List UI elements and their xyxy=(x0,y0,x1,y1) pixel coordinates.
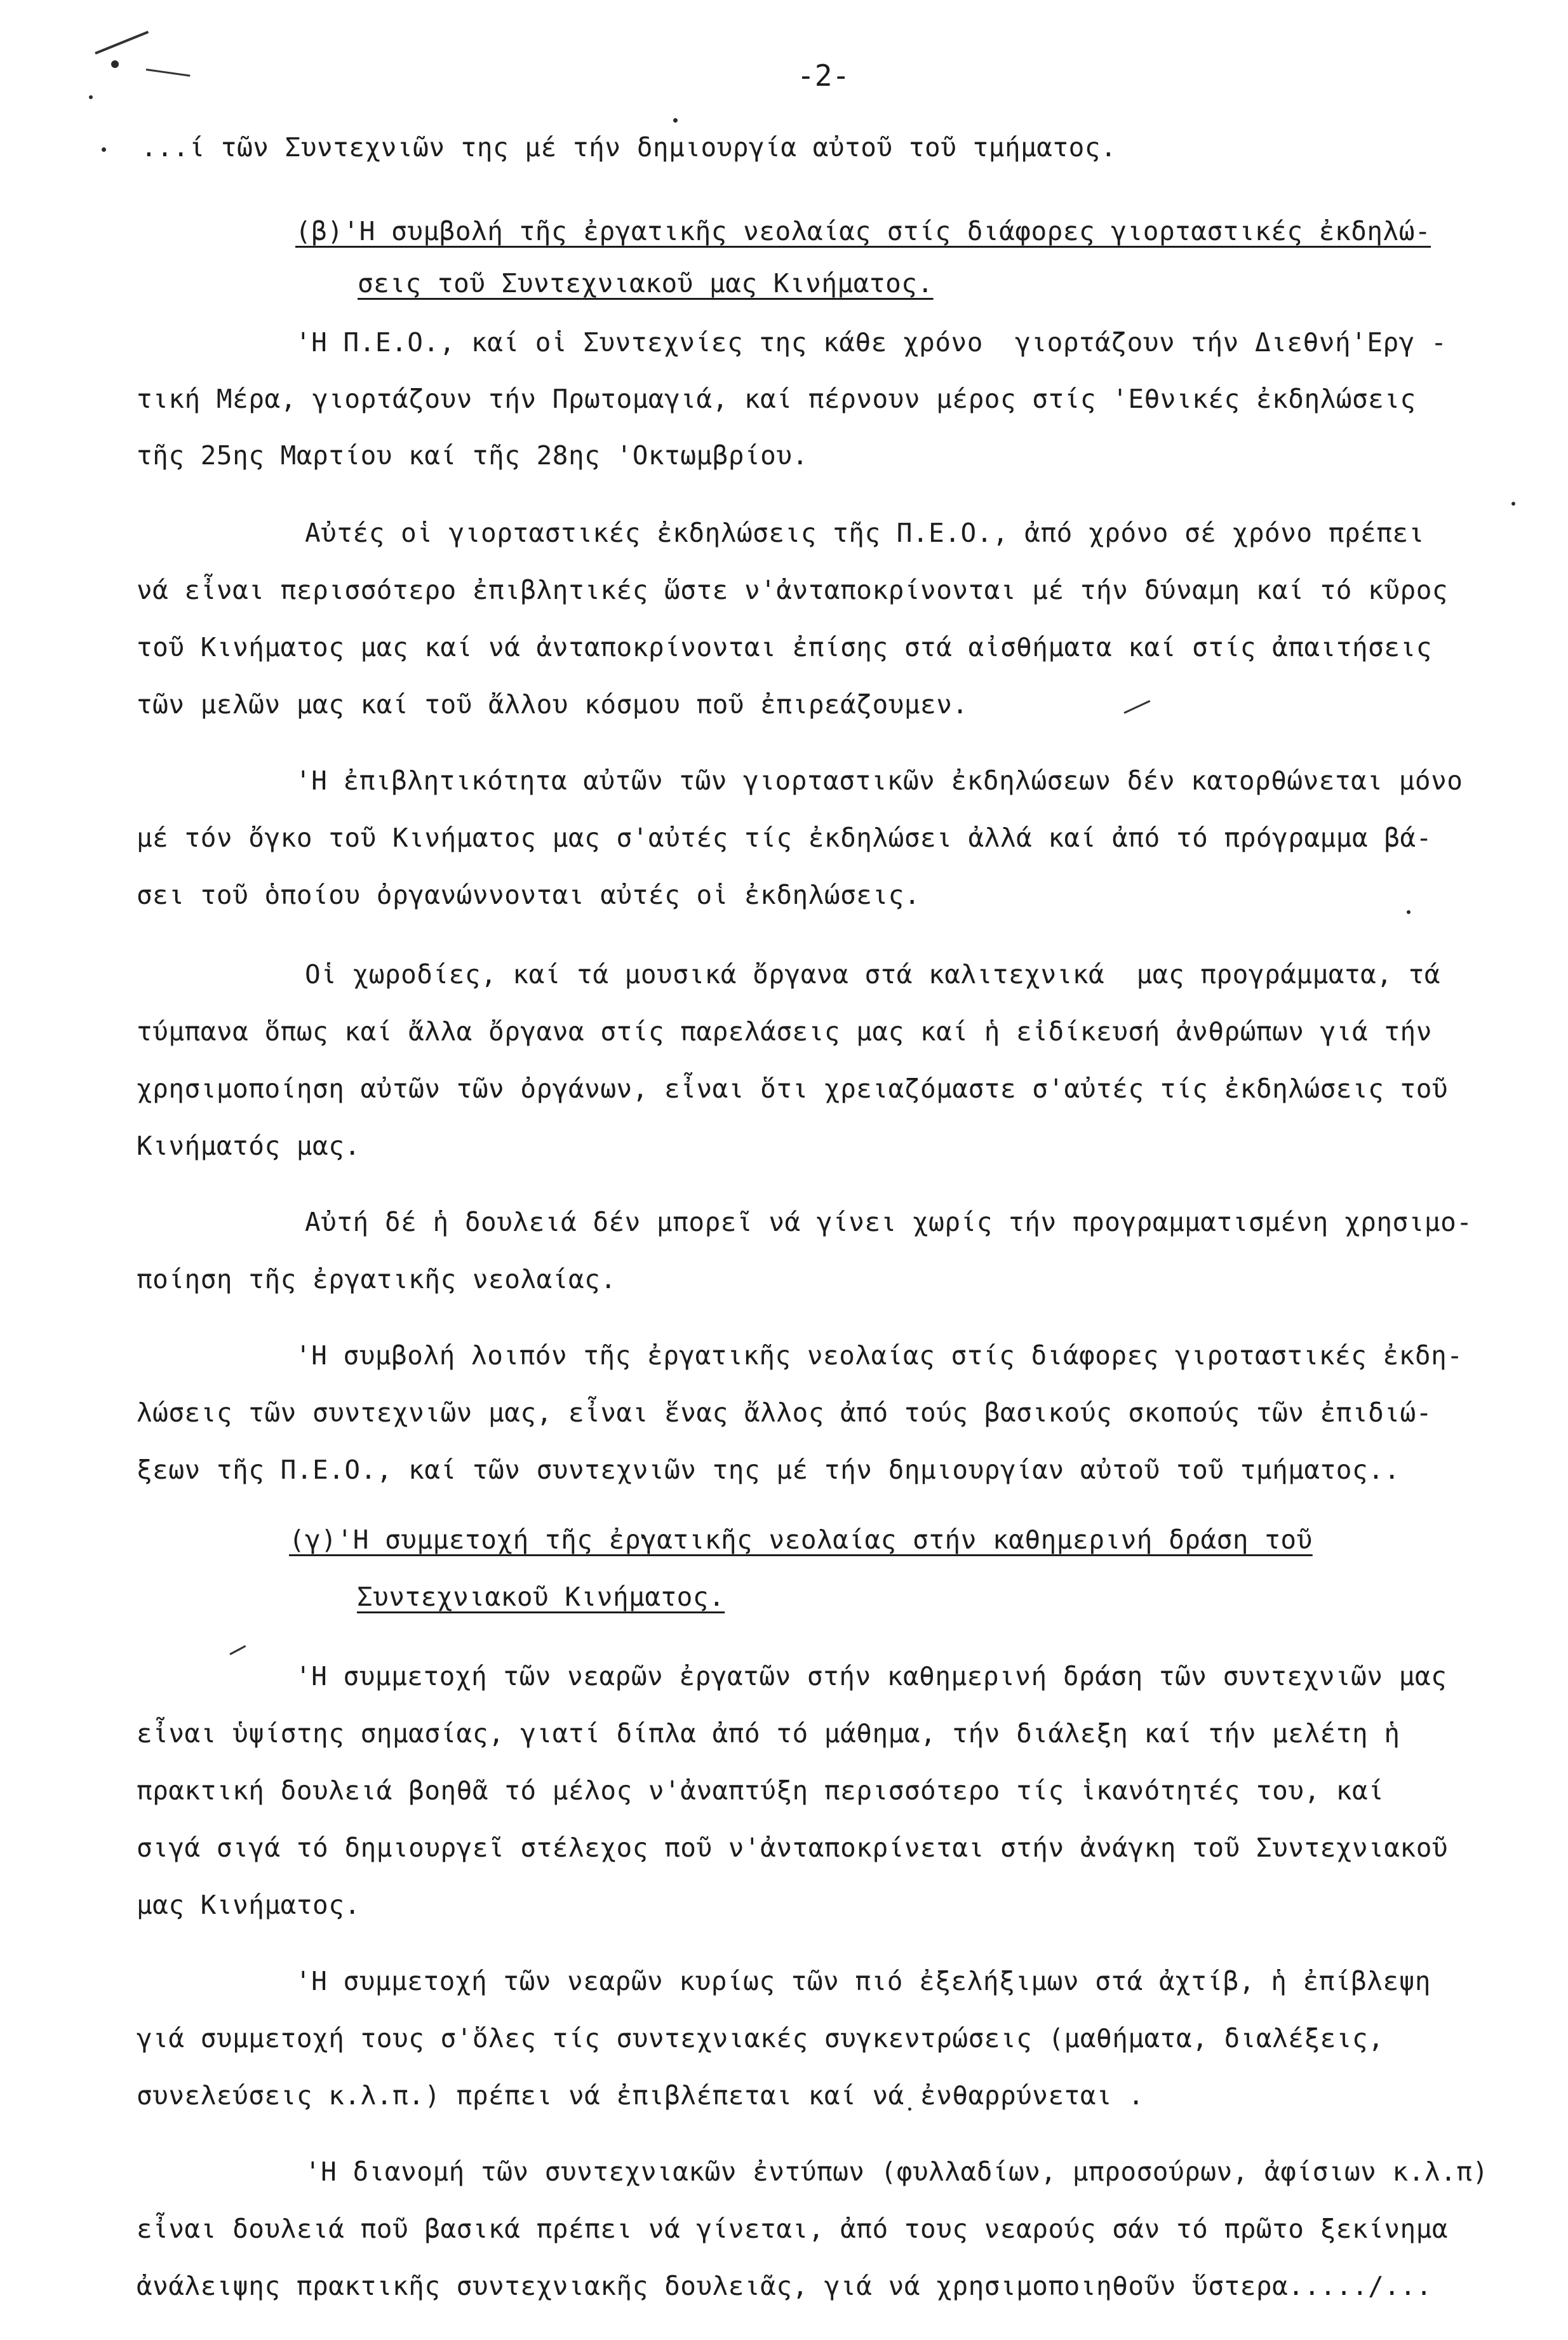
scan-mark xyxy=(146,69,191,77)
scan-speck xyxy=(89,95,93,99)
section-heading-b-cont: σεις τοῦ Συντεχνιακοῦ μας Κινήματος. xyxy=(358,268,934,299)
text-line: νά εἶναι περισσότερο ἐπιβλητικές ὥστε ν'ἀνταποκρίνονται μέ τήν δύναμη καί τό κῦρος xyxy=(137,575,1449,605)
scan-mark xyxy=(95,30,149,54)
scan-speck xyxy=(111,60,119,68)
text-line: Οἱ χωροδίες, καί τά μουσικά ὄργανα στά καλιτεχνικά μας προγράμματα, τά xyxy=(305,959,1441,990)
text-line: τῶν μελῶν μας καί τοῦ ἄλλου κόσμου ποῦ ἐπιρεάζουμεν. xyxy=(137,689,968,720)
text-line: 'Η συμβολή λοιπόν τῆς ἐργατικῆς νεολαίας στίς διάφορες γιροταστικές ἐκδη- xyxy=(295,1340,1463,1371)
text-line: ποίηση τῆς ἐργατικῆς νεολαίας. xyxy=(137,1264,617,1294)
text-line: χρησιμοποίηση αὐτῶν τῶν ὀργάνων, εἶναι ὅτι χρειαζόμαστε σ'αὐτές τίς ἐκδηλώσεις τοῦ xyxy=(137,1073,1449,1104)
text-line: τῆς 25ης Μαρτίου καί τῆς 28ης 'Οκτωμβρίου. xyxy=(137,440,808,471)
text-line: πρακτική δουλειά βοηθᾶ τό μέλος ν'ἀναπτύξη περισσότερο τίς ἱκανότητές του, καί xyxy=(137,1775,1384,1806)
text-line: ἀνάλειψης πρακτικῆς συντεχνιακῆς δουλειᾶς, γιά νά χρησιμοποιηθοῦν ὕστερα...../... xyxy=(137,2271,1432,2301)
text-line: ...ί τῶν Συντεχνιῶν της μέ τήν δημιουργία αὐτοῦ τοῦ τμήματος. xyxy=(141,132,1117,163)
text-line: εἶναι δουλειά ποῦ βασικά πρέπει νά γίνεται, ἀπό τους νεαρούς σάν τό πρῶτο ξεκίνημα xyxy=(137,2214,1449,2244)
text-line: 'Η διανομή τῶν συντεχνιακῶν ἐντύπων (φυλλαδίων, μπροσούρων, ἀφίσιων κ.λ.π) xyxy=(305,2156,1489,2187)
text-line: ξεων τῆς Π.Ε.Ο., καί τῶν συντεχνιῶν της μέ τήν δημιουργίαν αὐτοῦ τοῦ τμήματος.. xyxy=(137,1455,1400,1485)
scan-mark xyxy=(1123,700,1150,714)
text-line: εἶναι ὑψίστης σημασίας, γιατί δίπλα ἀπό τό μάθημα, τήν διάλεξη καί τήν μελέτη ἡ xyxy=(137,1718,1400,1749)
text-line: 'Η Π.Ε.Ο., καί οἱ Συντεχνίες της κάθε χρόνο γιορτάζουν τήν Διεθνή'Εργ - xyxy=(295,327,1447,358)
section-heading-g-cont: Συντεχνιακοῦ Κινήματος. xyxy=(357,1582,725,1612)
text-line: 'Η συμμετοχή τῶν νεαρῶν κυρίως τῶν πιό ἐξελήξιμων στά ἀχτίβ, ἡ ἐπίβλεψη xyxy=(295,1966,1431,1996)
text-line: τική Μέρα, γιορτάζουν τήν Πρωτομαγιά, καί πέρνουν μέρος στίς 'Εθνικές ἐκδηλώσεις xyxy=(137,384,1416,414)
text-line: τύμπανα ὅπως καί ἄλλα ὄργανα στίς παρελάσεις μας καί ἡ εἰδίκευσή ἀνθρώπων γιά τήν xyxy=(137,1016,1432,1047)
scan-speck xyxy=(1511,502,1515,506)
text-line: σει τοῦ ὁποίου ὀργανώννονται αὐτές οἱ ἐκδηλώσεις. xyxy=(137,880,921,910)
text-line: Αὐτή δέ ἡ δουλειά δέν μπορεῖ νά γίνει χωρίς τήν προγραμματισμένη χρησιμο- xyxy=(305,1207,1473,1237)
section-heading-g: (γ)'Η συμμετοχή τῆς ἐργατικῆς νεολαίας στήν καθημερινή δράση τοῦ xyxy=(289,1524,1313,1555)
scan-speck xyxy=(673,118,678,123)
scan-mark xyxy=(229,1645,246,1655)
text-line: λώσεις τῶν συντεχνιῶν μας, εἶναι ἕνας ἄλλος ἀπό τούς βασικούς σκοπούς τῶν ἐπιδιώ- xyxy=(137,1397,1432,1428)
text-line: μέ τόν ὄγκο τοῦ Κινήματος μας σ'αὐτές τίς ἐκδηλώσει ἀλλά καί ἀπό τό πρόγραμμα βά- xyxy=(137,823,1432,853)
text-line: μας Κινήματος. xyxy=(137,1890,361,1920)
text-line: 'Η συμμετοχή τῶν νεαρῶν ἐργατῶν στήν καθημερινή δράση τῶν συντεχνιῶν μας xyxy=(295,1661,1447,1691)
text-line: Αὐτές οἱ γιορταστικές ἐκδηλώσεις τῆς Π.Ε.Ο., ἀπό χρόνο σέ χρόνο πρέπει xyxy=(305,518,1424,548)
scan-speck xyxy=(1407,910,1411,914)
text-line: Κινήματός μας. xyxy=(137,1131,361,1161)
scan-speck xyxy=(102,147,106,152)
text-line: γιά συμμετοχή τους σ'ὅλες τίς συντεχνιακές συγκεντρώσεις (μαθήματα, διαλέξεις, xyxy=(137,2023,1384,2054)
text-line: 'Η ἐπιβλητικότητα αὐτῶν τῶν γιορταστικῶν ἐκδηλώσεων δέν κατορθώνεται μόνο xyxy=(295,765,1463,796)
text-line: τοῦ Κινήματος μας καί νά ἀνταποκρίνονται ἐπίσης στά αἰσθήματα καί στίς ἀπαιτήσεις xyxy=(137,632,1432,662)
text-line: συνελεύσεις κ.λ.π.) πρέπει νά ἐπιβλέπεται καί νά ἐνθαρρύνεται . xyxy=(137,2080,1144,2111)
text-line: σιγά σιγά τό δημιουργεῖ στέλεχος ποῦ ν'ἀνταποκρίνεται στήν ἀνάγκη τοῦ Συντεχνιακοῦ xyxy=(137,1832,1449,1863)
page-number: -2- xyxy=(797,58,850,93)
section-heading-b: (β)'Η συμβολή τῆς ἐργατικῆς νεολαίας στίς διάφορες γιορταστικές ἐκδηλώ- xyxy=(295,216,1431,246)
